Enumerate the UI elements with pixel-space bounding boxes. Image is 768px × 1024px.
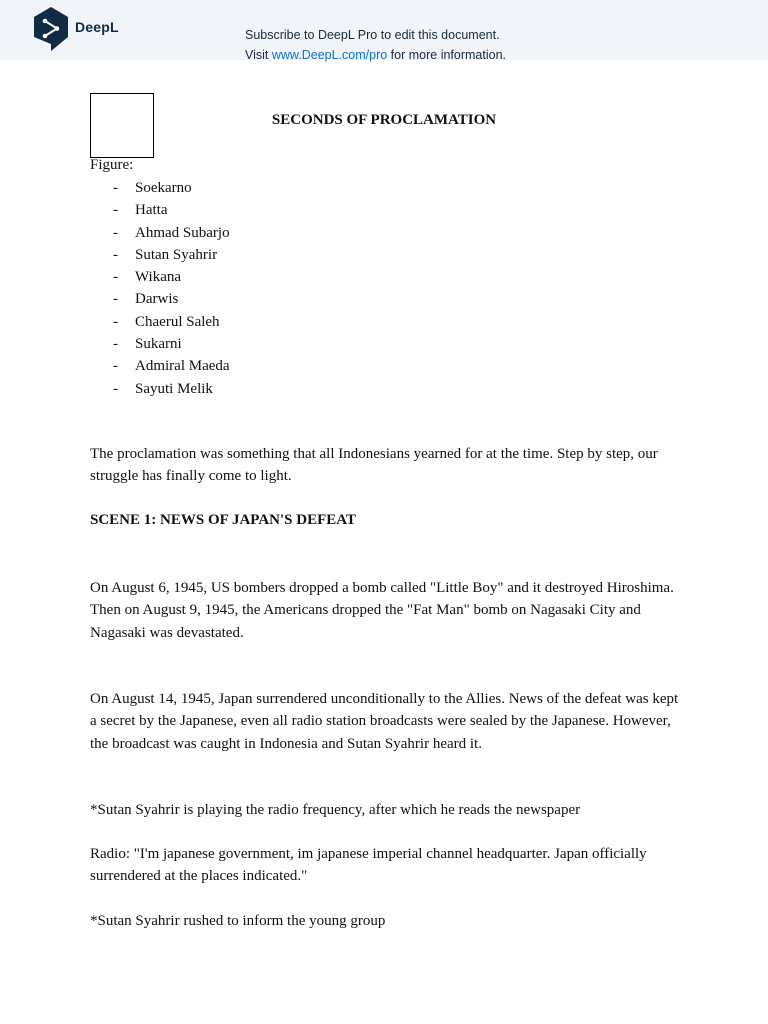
scene-1-heading: SCENE 1: NEWS OF JAPAN'S DEFEAT <box>90 512 357 528</box>
deepl-banner <box>0 0 768 60</box>
banner-visit-text: Visit <box>245 48 272 62</box>
figure-name: Admiral Maeda <box>135 358 230 375</box>
deepl-pro-link[interactable]: www.DeepL.com/pro <box>271 48 388 62</box>
deepl-logo-icon <box>32 6 70 52</box>
stage-direction-inform: *Sutan Syahrir rushed to inform the young group <box>90 913 386 929</box>
list-dash: - <box>113 380 118 397</box>
figure-name: Chaerul Saleh <box>135 313 220 330</box>
list-item <box>90 333 230 355</box>
figure-list <box>90 177 230 400</box>
list-dash: - <box>113 313 118 330</box>
figure-name: Sayuti Melik <box>135 380 213 397</box>
figure-name: Sutan Syahrir <box>135 246 218 263</box>
banner-suffix-text: for more information. <box>387 48 506 62</box>
figure-name: Soekarno <box>135 180 192 196</box>
list-dash: - <box>113 246 118 263</box>
banner-line-2 <box>245 45 506 65</box>
list-item <box>90 288 230 310</box>
list-item <box>90 222 230 244</box>
list-dash: - <box>113 358 118 375</box>
radio-dialogue: Radio: "I'm japanese government, im japanese imperial channel headquarter. Japan officially surrendered at the places indicated." <box>90 846 647 885</box>
list-item <box>90 244 230 266</box>
list-dash: - <box>113 180 118 196</box>
stage-direction-radio: *Sutan Syahrir is playing the radio frequency, after which he reads the newspaper <box>90 802 581 818</box>
intro-paragraph: The proclamation was something that all Indonesians yearned for at the time. Step by step, our struggle has finally come to light. <box>90 446 658 485</box>
figure-label: Figure: <box>90 157 134 173</box>
paragraph-hiroshima: On August 6, 1945, US bombers dropped a bomb called "Little Boy" and it destroyed Hiroshima. Then on August 9, 1945, the Americans dropped the "Fat Man" bomb on Nagasaki City and Nagasaki was devastated. <box>90 580 674 641</box>
list-dash: - <box>113 336 118 353</box>
list-dash: - <box>113 291 118 308</box>
figure-name: Hatta <box>135 202 168 219</box>
list-dash: - <box>113 269 118 286</box>
banner-line-1: Subscribe to DeepL Pro to edit this document. <box>245 28 500 42</box>
list-item <box>90 177 230 199</box>
figure-name: Sukarni <box>135 336 182 353</box>
document-title: SECONDS OF PROCLAMATION <box>271 112 497 128</box>
paragraph-surrender: On August 14, 1945, Japan surrendered unconditionally to the Allies. News of the defeat was kept a secret by the Japanese, even all radio station broadcasts were sealed by the Japanese. However, the broadcast was caught in Indonesia and Sutan Syahrir heard it. <box>90 691 679 752</box>
list-item <box>90 199 230 221</box>
deepl-logo[interactable] <box>32 6 132 54</box>
banner-message <box>245 25 506 65</box>
list-dash: - <box>113 202 118 219</box>
list-item <box>90 355 230 377</box>
figure-name: Darwis <box>135 291 179 308</box>
list-dash: - <box>113 224 118 241</box>
figure-name: Ahmad Subarjo <box>135 224 230 241</box>
list-item <box>90 378 230 400</box>
logo-text: DeepL <box>75 19 119 35</box>
figure-name: Wikana <box>135 269 182 286</box>
list-item <box>90 311 230 333</box>
list-item <box>90 266 230 288</box>
